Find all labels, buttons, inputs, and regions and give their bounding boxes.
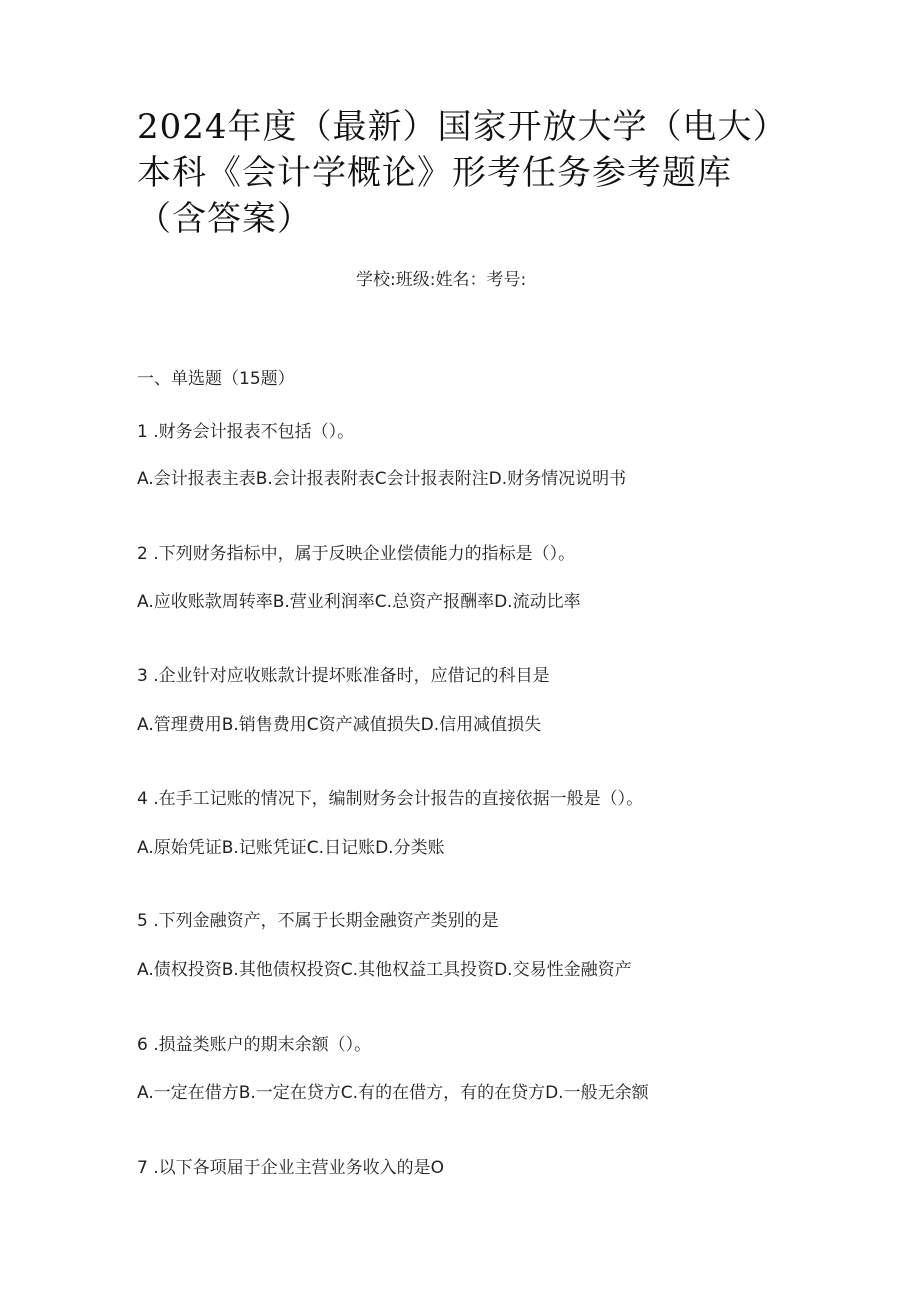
document-title: 2024年度（最新）国家开放大学（电大）本科《会计学概论》形考任务参考题库（含答案）: [137, 107, 771, 239]
question-options-6: A.一定在借方B.一定在贷方C.有的在借方，有的在贷方D.一般无余额: [137, 1083, 649, 1103]
question-stem-7: 7 .以下各项届于企业主营业务收入的是O: [137, 1158, 445, 1178]
question-stem-5: 5 .下列金融资产，不属于长期金融资产类别的是: [137, 911, 499, 931]
question-stem-6: 6 .损益类账户的期末余额（）。: [137, 1035, 372, 1055]
question-stem-3: 3 .企业针对应收账款计提坏账准备时，应借记的科目是: [137, 666, 550, 686]
question-options-4: A.原始凭证B.记账凭证C.日记账D.分类账: [137, 838, 445, 858]
section-heading: 一、单选题（15题）: [137, 369, 295, 389]
question-stem-2: 2 .下列财务指标中，属于反映企业偿债能力的指标是（）。: [137, 544, 576, 564]
question-stem-4: 4 .在手工记账的情况下，编制财务会计报告的直接依据一般是（）。: [137, 789, 644, 809]
question-options-1: A.会计报表主表B.会计报表附表C会计报表附注D.财务情况说明书: [137, 469, 627, 489]
school-info-line: 学校:班级:姓名：考号:: [356, 270, 527, 290]
question-options-2: A.应收账款周转率B.营业利润率C.总资产报酬率D.流动比率: [137, 592, 581, 612]
question-options-5: A.债权投资B.其他债权投资C.其他权益工具投资D.交易性金融资产: [137, 960, 632, 980]
question-options-3: A.管理费用B.销售费用C资产减值损失D.信用减值损失: [137, 715, 542, 735]
question-stem-1: 1 .财务会计报表不包括（）。: [137, 422, 355, 442]
